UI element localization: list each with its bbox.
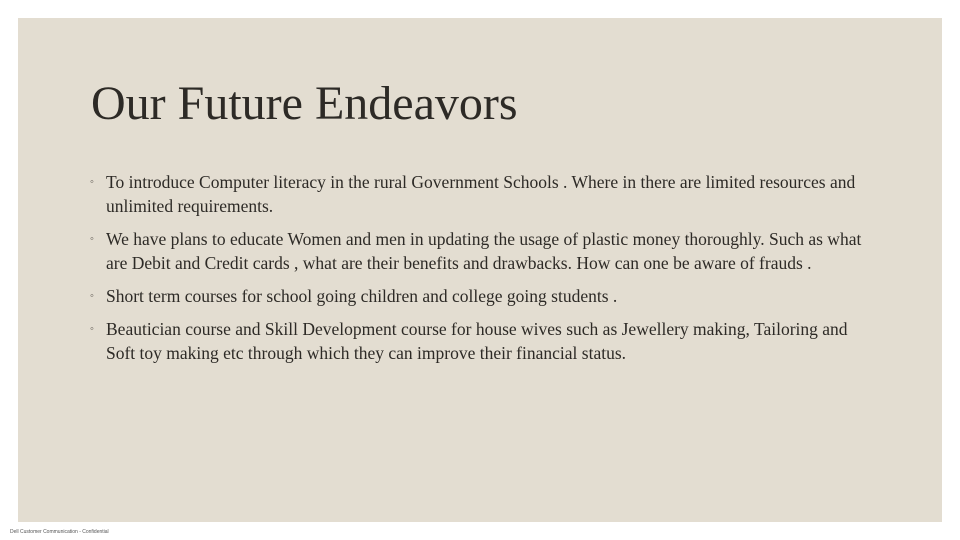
bullet-item	[90, 170, 880, 218]
circle-bullet-icon: ◦	[90, 233, 94, 245]
bullet-item	[90, 284, 880, 308]
circle-bullet-icon: ◦	[90, 176, 94, 188]
bullet-item	[90, 227, 880, 275]
circle-bullet-icon: ◦	[90, 323, 94, 335]
bullet-text: Short term courses for school going children and college going students .	[106, 286, 618, 306]
circle-bullet-icon: ◦	[90, 290, 94, 302]
classification-footer: Dell Customer Communication - Confidential	[10, 529, 109, 535]
bullet-text: Beautician course and Skill Development course for house wives such as Jewellery making, Tailoring and Soft toy making etc through which they can improve their financial status.	[106, 319, 848, 363]
slide	[18, 18, 942, 522]
bullet-list	[90, 170, 880, 374]
slide-title: Our Future Endeavors	[91, 77, 518, 130]
bullet-text: We have plans to educate Women and men in updating the usage of plastic money thoroughly. Such as what are Debit and Credit cards , what are their benefits and drawbacks. How can one be aware of frauds .	[106, 229, 862, 273]
bullet-text: To introduce Computer literacy in the rural Government Schools . Where in there are limited resources and unlimited requirements.	[106, 172, 856, 216]
bullet-item	[90, 317, 880, 365]
